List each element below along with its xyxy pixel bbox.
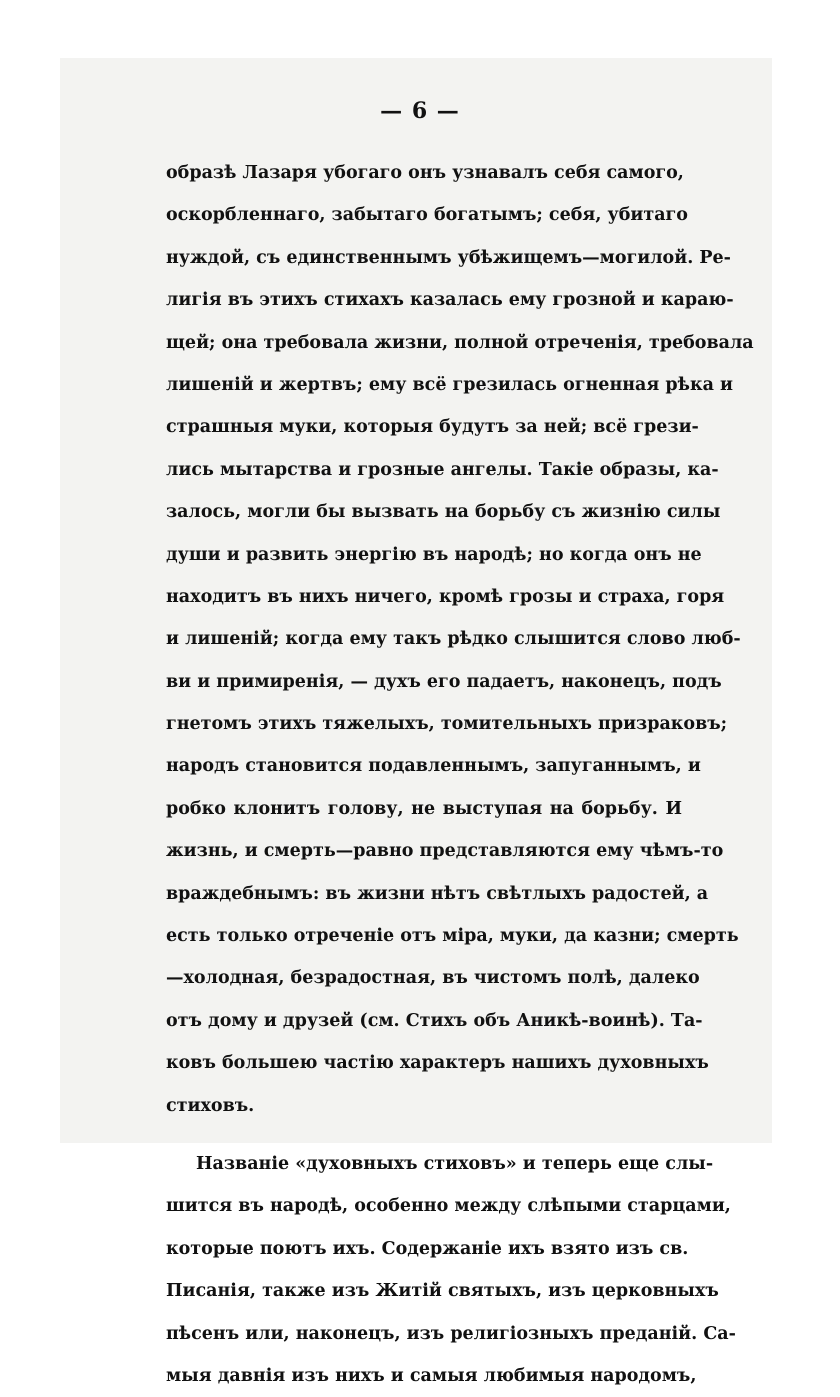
text-line: Названіе «духовныхъ стиховъ» и теперь еще слы- — [196, 1153, 714, 1174]
paragraph — [166, 1143, 736, 1397]
paragraph — [166, 152, 754, 1127]
text-line: находитъ въ нихъ ничего, кромѣ грозы и страха, горя — [166, 586, 725, 607]
text-line: жизнь, и смерть—равно представляются ему чѣмъ-то — [166, 841, 724, 862]
text-line: Писанія, также изъ Житій святыхъ, изъ церковныхъ — [166, 1281, 719, 1302]
text-line: образѣ Лазаря убогаго онъ узнавалъ себя самого, — [166, 163, 684, 183]
text-line: и лишеній; когда ему такъ рѣдко слышится слово люб- — [166, 629, 741, 650]
text-line: шится въ народѣ, особенно между слѣпыми старцами, — [166, 1196, 731, 1217]
text-line: пѣсенъ или, наконецъ, изъ религіозныхъ преданій. Са- — [166, 1323, 736, 1344]
page-number: — 6 — — [380, 98, 460, 124]
text-line: залось, могли бы вызвать на борьбу съ жизнію силы — [166, 502, 721, 523]
text-line: щей; она требовала жизни, полной отреченія, требовала — [166, 332, 754, 353]
text-line: лишеній и жертвъ; ему всё грезилась огненная рѣка и — [166, 374, 734, 395]
text-line: ви и примиренія, — духъ его падаетъ, наконецъ, подъ — [166, 671, 722, 692]
text-line: души и развить энергію въ народѣ; но когда онъ не — [166, 544, 702, 565]
text-line: лись мытарства и грозные ангелы. Такіе образы, ка- — [166, 459, 719, 480]
body-text — [166, 152, 754, 1397]
text-line: враждебнымъ: въ жизни нѣтъ свѣтлыхъ радостей, а — [166, 883, 709, 904]
text-line: стиховъ. — [166, 1095, 255, 1116]
text-line: нуждой, съ единственнымъ убѣжищемъ—могилой. Ре- — [166, 247, 731, 268]
text-line: робко клонитъ голову, не выступая на борьбу. И — [166, 798, 682, 819]
text-line: которые поютъ ихъ. Содержаніе ихъ взято изъ св. — [166, 1238, 689, 1259]
text-line: мыя давнія изъ нихъ и самыя любимыя народомъ, — [166, 1365, 697, 1386]
text-line: —холодная, безрадостная, въ чистомъ полѣ, далеко — [166, 968, 700, 989]
paragraph-gap — [166, 1127, 682, 1143]
text-line: народъ становится подавленнымъ, запуганнымъ, и — [166, 756, 701, 777]
text-line: оскорбленнаго, забытаго богатымъ; себя, убитаго — [166, 205, 688, 226]
text-line: страшныя муки, которыя будутъ за ней; всё грези- — [166, 417, 699, 438]
text-line: лигія въ этихъ стихахъ казалась ему грозной и караю- — [166, 290, 734, 311]
text-line: гнетомъ этихъ тяжелыхъ, томительныхъ призраковъ; — [166, 714, 728, 735]
text-line: отъ дому и друзей (см. Стихъ объ Аникѣ-воинѣ). Та- — [166, 1010, 703, 1031]
text-line: есть только отреченіе отъ міра, муки, да казни; смерть — [166, 926, 739, 947]
text-line: ковъ большею частію характеръ нашихъ духовныхъ — [166, 1053, 709, 1074]
